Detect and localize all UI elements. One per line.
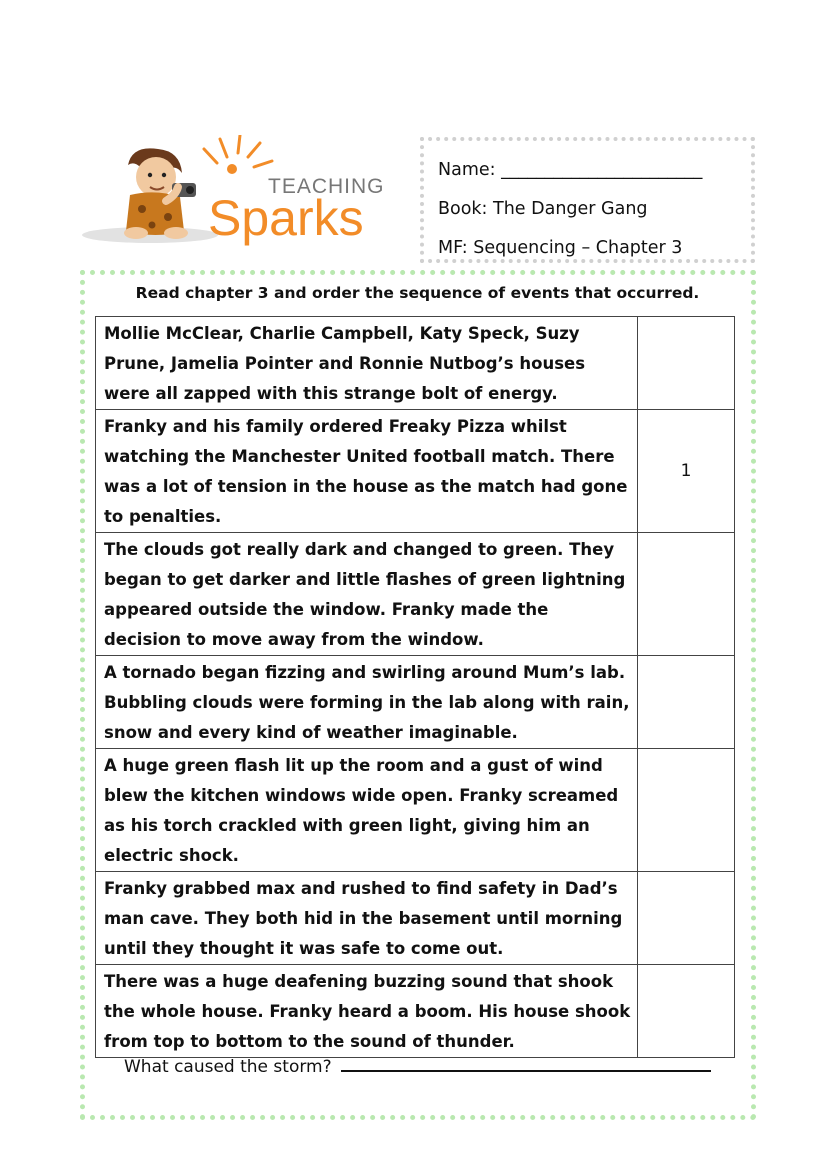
event-text: A tornado began fizzing and swirling around Mum’s lab. Bubbling clouds were forming in the lab along with rain, snow and every kind of weather imaginable. [96,656,638,749]
table-row [96,410,735,533]
logo-word-top: TEACHING [268,175,385,198]
instructions-text: Read chapter 3 and order the sequence of events that occurred. [135,284,700,302]
events-table [95,316,735,1058]
event-text: Franky and his family ordered Freaky Pizza whilst watching the Manchester United football match. There was a lot of tension in the house as the match had gone to penalties. [96,410,638,533]
teaching-sparks-logo [80,135,400,250]
order-input-cell[interactable] [638,965,735,1058]
storm-question [124,1056,711,1077]
table-row [96,317,735,410]
table-row [96,656,735,749]
event-text: Franky grabbed max and rushed to find safety in Dad’s man cave. They both hid in the basement until morning until they thought it was safe to come out. [96,872,638,965]
order-input-cell[interactable] [638,749,735,872]
table-row [96,749,735,872]
table-row [96,965,735,1058]
order-input-cell[interactable] [638,533,735,656]
logo-word-bottom: Sparks [208,190,364,246]
order-input-cell[interactable] [638,872,735,965]
student-info-box [420,137,755,263]
table-row [96,533,735,656]
table-row [96,872,735,965]
answer-line[interactable] [341,1056,711,1072]
caveman-mascot-icon [124,148,196,239]
event-text: A huge green flash lit up the room and a gust of wind blew the kitchen windows wide open. Franky screamed as his torch crackled with green light, giving him an electric shock. [96,749,638,872]
logo-graphic [80,135,400,250]
event-text: The clouds got really dark and changed to green. They began to get darker and little flashes of green lightning appeared outside the window. Franky made the decision to move away from the window. [96,533,638,656]
spark-rays-icon [204,135,272,167]
event-text: Mollie McClear, Charlie Campbell, Katy Speck, Suzy Prune, Jamelia Pointer and Ronnie Nutbog’s houses were all zapped with this strange bolt of energy. [96,317,638,410]
order-input-cell[interactable] [638,656,735,749]
mf-label: MF: Sequencing – Chapter 3 [438,238,683,258]
order-input-cell[interactable]: 1 [638,410,735,533]
order-input-cell[interactable] [638,317,735,410]
name-field[interactable]: Name: _______________________ [438,160,703,180]
event-text: There was a huge deafening buzzing sound that shook the whole house. Franky heard a boom. His house shook from top to bottom to the sound of thunder. [96,965,638,1058]
book-label: Book: The Danger Gang [438,199,648,219]
question-text: What caused the storm? [124,1057,332,1077]
